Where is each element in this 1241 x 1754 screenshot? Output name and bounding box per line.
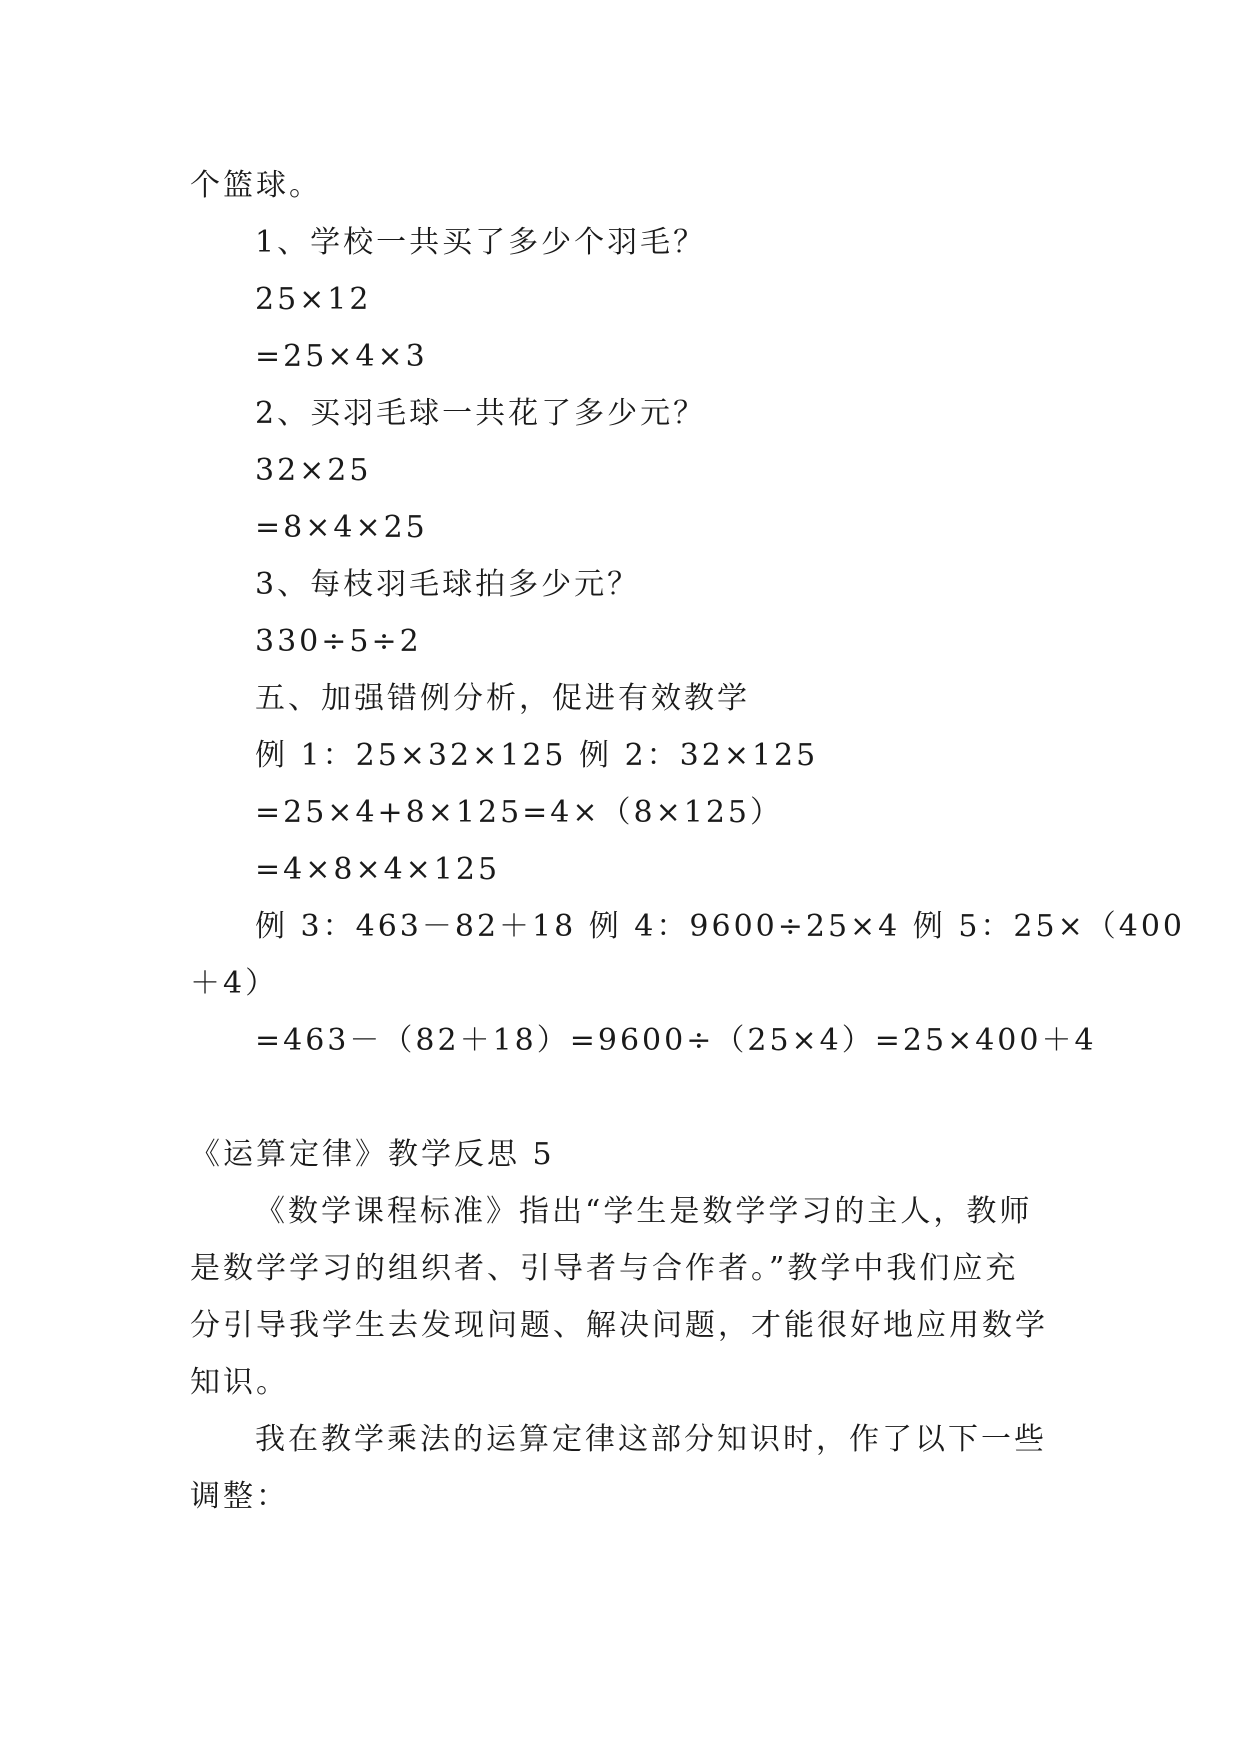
example-line-continued: ＋4） [190, 966, 279, 1001]
paragraph-line: 是数学学习的组织者、引导者与合作者。”教学中我们应充 [190, 1251, 1019, 1286]
equation-line: =25×4×3 [255, 339, 428, 374]
equation-line: =25×4+8×125=4×（8×125） [255, 795, 783, 830]
section-heading: 五、加强错例分析，促进有效教学 [255, 681, 750, 716]
paragraph-line: 调整： [190, 1479, 289, 1514]
paragraph-line: 我在教学乘法的运算定律这部分知识时，作了以下一些 [255, 1422, 1047, 1457]
example-line: 例 1：25×32×125 例 2：32×125 [255, 738, 819, 773]
question-2: 2、买羽毛球一共花了多少元？ [255, 396, 707, 431]
equation-line: 25×12 [255, 282, 372, 317]
paragraph-line: 知识。 [190, 1365, 289, 1400]
equation-line: 330÷5÷2 [255, 624, 422, 659]
text-line: 个篮球。 [190, 168, 322, 203]
article-title: 《运算定律》教学反思 5 [190, 1137, 555, 1172]
paragraph-line: 分引导我学生去发现问题、解决问题，才能很好地应用数学 [190, 1308, 1048, 1343]
question-3: 3、每枝羽毛球拍多少元？ [255, 567, 641, 602]
equation-line: =4×8×4×125 [255, 852, 501, 887]
equation-line: =463－（82＋18）=9600÷（25×4）=25×400＋4 [255, 1023, 1097, 1058]
question-1: 1、学校一共买了多少个羽毛？ [255, 225, 707, 260]
equation-line: =8×4×25 [255, 510, 428, 545]
equation-line: 32×25 [255, 453, 372, 488]
paragraph-line: 《数学课程标准》指出“学生是数学学习的主人，教师 [255, 1194, 1033, 1229]
example-line: 例 3：463－82＋18 例 4：9600÷25×4 例 5：25×（400 [255, 909, 1186, 944]
